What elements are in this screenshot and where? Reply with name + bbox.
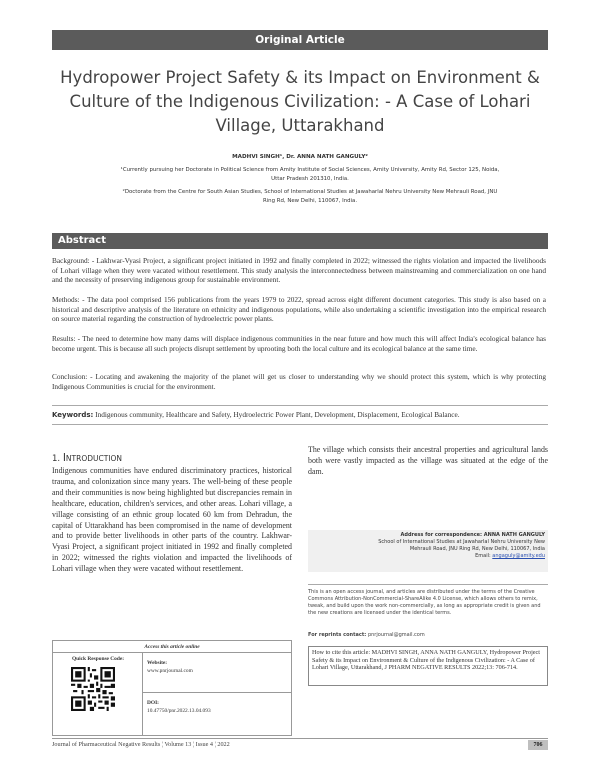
doi-value[interactable]: 10.47750/pnr.2022.13.04.093 [147, 708, 211, 714]
license-rule [308, 584, 548, 585]
access-header: Access this article online [53, 641, 291, 653]
website-cell [143, 653, 291, 693]
introduction-continuation: The village which consists their ancestral properties and agricultural lands both were vastly impacted as the village was situated at the edge of the dam. [308, 445, 548, 476]
correspondence-line-1: School of International Studies at Jawaharlal Nehru University New [378, 539, 545, 545]
keywords-text: Indigenous community, Healthcare and Safety, Hydroelectric Power Plant, Development, Displacement, Ecological Balance. [95, 410, 460, 419]
license-text: This is an open access journal, and articles are distributed under the terms of the Creative Commons Attribution-NonCommercial-ShareAlike 4.0 License, which allows others to remix, tweak, and build upon the work non-commercially, as long as appropriate credit is given and the new creations are licensed under the identical terms. [308, 589, 541, 616]
author-list: MADHVI SINGH¹, Dr. ANNA NATH GANGULY² [232, 154, 368, 160]
abstract-methods: Methods: - The data pool comprised 156 publications from the years 1979 to 2022, spread across eight different document categories. This study is also based on a historical and descriptive analysis of the literature on ethnicity and indigenous populations, while also undertaking a scientific investigation into the empirical research on source material regarding the construction of hydroelectric power plants. [52, 295, 546, 324]
reprints-contact: For reprints contact: pnrjournal@gmail.com [308, 632, 425, 638]
doi-label: DOI: [147, 700, 159, 706]
abstract-heading: Abstract [52, 233, 548, 249]
introduction-paragraph: Indigenous communities have endured discriminatory practices, historical trauma, and colonization since many years. The well-being of these people and their communities is now being highlighted but discrepancies remain in healthcare, education, children's services, and other areas. Lohari village, a village consisting of an ethnic group located 60 km from Dehradun, the capital of Uttarakhand has been compromised in the name of development and to provide better livelihoods in other parts of the country. Lakhwar-Vyasi Project, a significant project initiated in 1992 and finally completed in 2022; witnessed the rights violation and impacted the livelihoods of Lohari village when they were vacated without resettlement. [52, 466, 292, 574]
abstract-results: Results: - The need to determine how many dams will displace indigenous communities in the near future and how much this will affect India's ecological balance has become urgent. This is because all such projects disrupt settlement by uprooting both the local culture and its ecological balance at the same time. [52, 334, 546, 353]
abstract-conclusion: Conclusion: - Locating and awakening the majority of the planet will get us closer to understanding why we should protect this system, which is why protecting Indigenous Communities is crucial for the environment. [52, 372, 546, 391]
keywords [52, 410, 546, 419]
correspondence-line-2: Mehrauli Road, JNU Ring Rd, New Delhi, 110067, India [409, 546, 545, 552]
qr-label: Quick Response Code: [71, 656, 125, 662]
article-type-banner: Original Article [52, 30, 548, 50]
paper-title: Hydropower Project Safety & its Impact on Environment & Culture of the Indigenous Civilization: - A Case of Lohari Village, Uttarakhand [60, 68, 540, 135]
section-heading-introduction: 1. INTRODUCTION [52, 452, 123, 464]
correspondence-box: Address for correspondence: ANNA NATH GANGULY School of International Studies at Jawaharlal Nehru University New Mehrauli Road, JNU Ring Rd, New Delhi, 110067, India Email: angaguly@amity.edu [308, 530, 548, 572]
correspondence-label: Address for correspondence: ANNA NATH GANGULY [400, 532, 545, 538]
citation-box: How to cite this article: MADHVI SINGH, ANNA NATH GANGULY, Hydropower Project Safety & its Impact on Environment & Culture of the Indigenous Civilization: - A Case of Lohari Village, Uttarakhand, J PHARM NEGATIVE RESULTS 2022;13: 706-714. [308, 646, 548, 686]
keywords-bottom-rule [52, 424, 548, 425]
keywords-label: Keywords: [52, 411, 94, 419]
doi-cell [143, 693, 291, 735]
footer-journal-info: Journal of Pharmaceutical Negative Results ¦ Volume 13 ¦ Issue 4 ¦ 2022 [52, 741, 230, 748]
page-number: 706 [528, 740, 548, 750]
correspondence-email-link[interactable]: angaguly@amity.edu [492, 553, 545, 559]
qr-column [53, 653, 143, 735]
abstract-background: Background: - Lakhwar-Vyasi Project, a significant project initiated in 1992 and finally completed in 2022; witnessed the rights violation and impacted the livelihoods of Lohari village when they were vacated without resettlement. This study analysis the interconnectedness between mainstreaming and commercialization on one hand and the necessity of preserving indigenous group for sustainable environment. [52, 256, 546, 285]
affiliation-2: ²Doctorate from the Centre for South Asian Studies, School of International Studies at Jawaharlal Nehru University New Mehrauli Road, JNU Ring Rd, New Delhi, 110067, India. [122, 189, 498, 204]
keywords-top-rule [52, 405, 548, 406]
affiliation-1: ¹Currently pursuing her Doctorate in Political Science from Amity Institute of Social Sciences, Amity University, Amity Rd, Sector 125, Noida, Uttar Pradesh 201310, India. [120, 167, 500, 182]
website-link[interactable]: www.pnrjournal.com [147, 668, 193, 674]
website-label: Website: [147, 660, 168, 666]
page-footer [52, 738, 548, 750]
qr-code-icon[interactable] [71, 667, 115, 711]
access-article-box [52, 640, 292, 736]
